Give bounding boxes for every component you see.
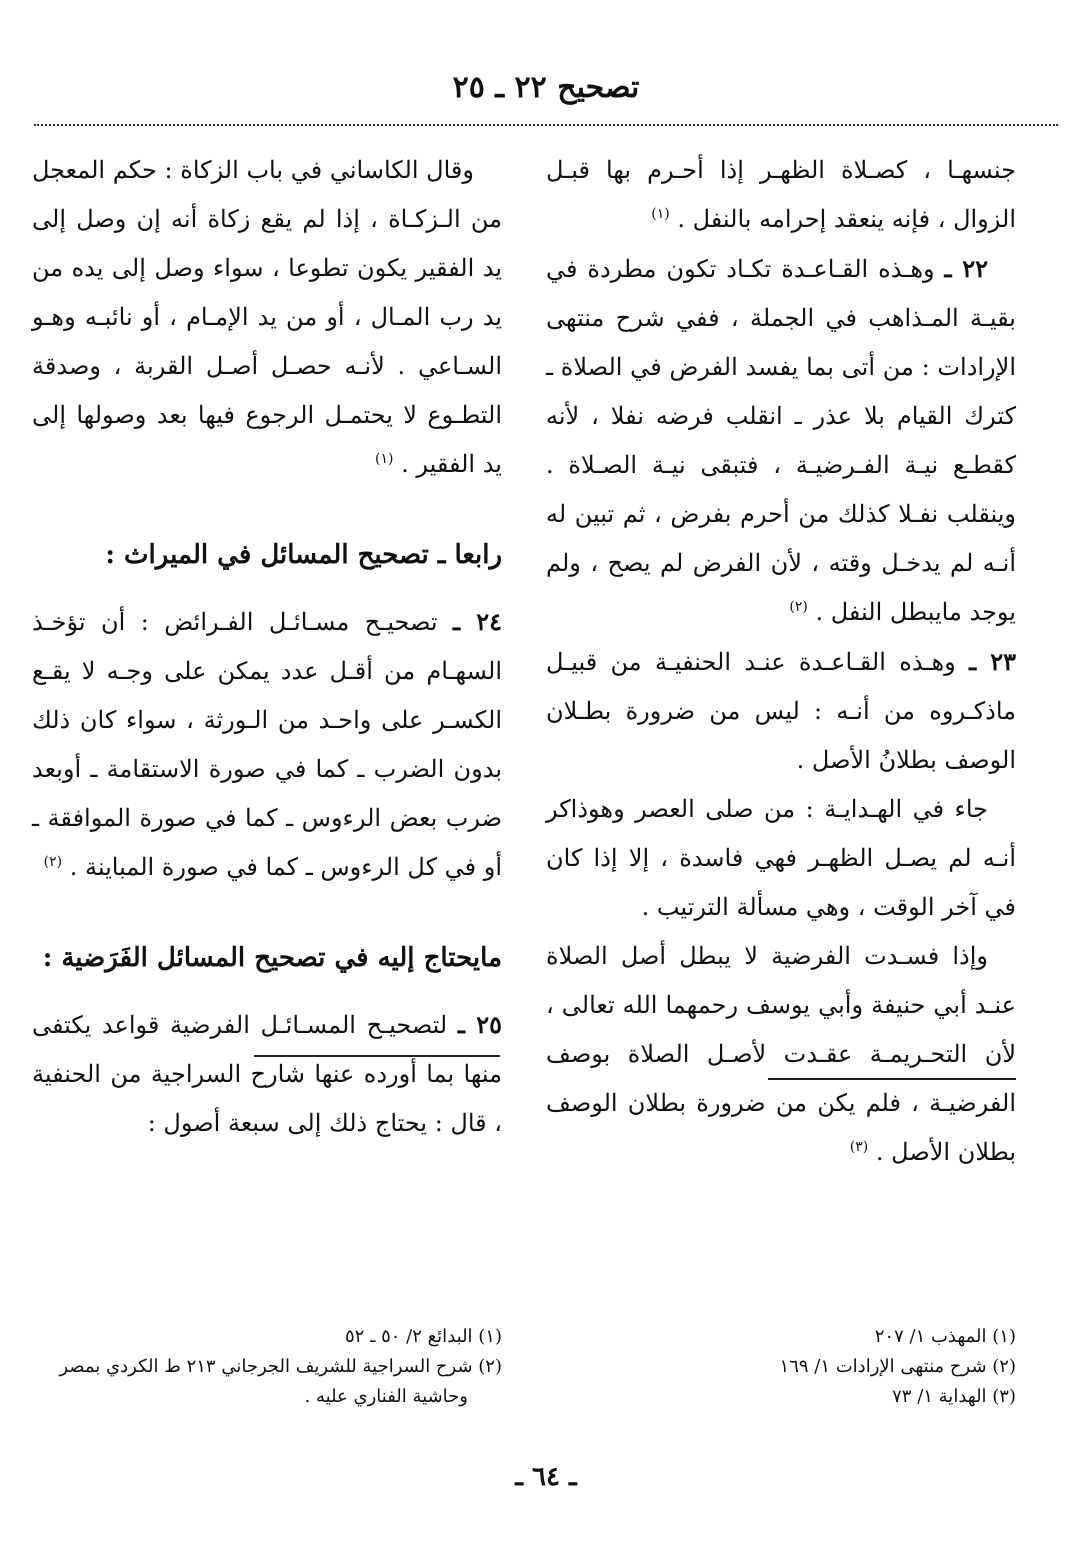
paragraph-text: تصحيـح مسـائـل الفـرائض : أن تؤخـذ السهـام من أقـل عدد يمكن على وجـه لا يقـع الكسـر على واحـد من الـورثة ، سواء كان ذلك بدون الضرب ـ كما في صورة الاستقامة ـ أوبعد ضرب بعض الرءوس ـ كما في صورة الموافقة ـ أو في كل الرءوس ـ كما في صورة المباينة . [32,608,502,881]
page-number: ـ ٦٤ ـ [515,1462,577,1492]
paragraph-23 [546,637,1016,785]
header-dotted-rule [34,124,1058,126]
footnote: (٢) شرح منتهى الإرادات ١/ ١٦٩ [779,1356,1016,1377]
footnotes-left [22,1322,502,1412]
paragraph-22 [546,244,1016,637]
running-head: تصحيح ٢٢ ـ ٢٥ [452,70,640,105]
paragraph-text: وإذا فسـدت الفرضية لا يبطل أصل الصلاة عنـد أبي حنيفة وأبي يوسف رحمهما الله تعالى ، لأن التحـريمـة عقـدت لأصـل الصلاة بوصف الفرضيـة ، فلم يكن من ضرورة بطلان الوصف بطلان الأصل . [546,942,1016,1166]
paragraph-text: لتصحيـح المسـائـل الفرضية قواعد يكتفى منها بما أورده عنها شارح السراجية من الحنفية ، قال : يحتاج ذلك إلى سبعة أصول : [32,1011,502,1137]
paragraph-number: ٢٤ ـ [453,607,502,636]
footnote-rule [768,1078,1016,1080]
paragraph-text: وهـذه القـاعـدة عنـد الحنفيـة من قبيـل ماذكـروه من أنـه : ليس من ضرورة بطـلان الوصف بطلانُ الأصل . [546,648,1016,774]
paragraph [546,785,1016,932]
footnote-rule [254,1055,500,1057]
paragraph [546,932,1016,1177]
paragraph-text: جنسهـا ، كصـلاة الظهـر إذا أحـرم بها قبـل الزوال ، فإنه ينعقد إحرامه بالنفل . [546,156,1016,233]
paragraph [32,146,502,489]
paragraph-number: ٢٢ ـ [944,254,988,283]
right-column [546,146,1016,1177]
footnote-ref: (٣) [849,1139,869,1155]
footnote-ref: (١) [651,206,670,222]
footnote: (١) البدائع ٢/ ٥٠ ـ ٥٢ [345,1326,502,1347]
footnotes-right [536,1322,1016,1412]
footnote-continuation: وحاشية الفناري عليه . [304,1386,468,1407]
footnote: (٣) الهداية ١/ ٧٣ [892,1386,1016,1407]
footnote: (٢) شرح السراجية للشريف الجرجاني ٢١٣ ط الكردي بمصر [59,1356,502,1377]
footnote: (١) المهذب ١/ ٢٠٧ [874,1326,1016,1347]
footnote-ref: (٢) [43,854,63,870]
paragraph [546,146,1016,244]
footnote-ref: (٢) [789,599,808,615]
paragraph-text: وهـذه القـاعـدة تكـاد تكون مطردة في بقيـة المـذاهب في الجملة ، ففي شرح منتهى الإرادات : من أتى بما يفسد الفرض في الصلاة ـ كترك القيام بلا عذر ـ انقلب فرضه نفلا ، لأنه كقطـع نيـة الفـرضيـة ، فتبقى نيـة الصـلاة . وينقلب نفـلا كذلك من أحرم بفرض ، ثم تبين له أنـه لم يدخـل وقته ، لأن الفرض لم يصح ، ولم يوجد مايبطل النفل . [546,255,1016,626]
section-heading: مايحتاج إليه في تصحيح المسائل الفَرَضية : [42,943,502,973]
paragraph-24 [32,597,502,892]
footnote-ref: (١) [374,451,394,467]
paragraph-text: وقال الكاساني في باب الزكاة : حكم المعجل من الـزكـاة ، إذا لم يقع زكاة أنه إن وصل إلى يد الفقير يكون تطوعا ، سواء وصل إلى يده من يد رب المـال ، أو من يد الإمـام ، أو نائبـه وهـو السـاعي . لأنـه حصـل أصـل القربة ، وصدقة التطـوع لا يحتمـل الرجوع فيها بعد وصولها إلى يد الفقير . [32,156,502,478]
section-heading: رابعا ـ تصحيح المسائل في الميراث : [105,540,502,570]
paragraph-number: ٢٣ ـ [969,647,1017,676]
paragraph-number: ٢٥ ـ [457,1010,502,1039]
left-column [32,146,502,1148]
paragraph-25 [32,1000,502,1148]
paragraph-text: جاء في الهـدايـة : من صلى العصر وهوذاكر أنـه لم يصـل الظهـر فهي فاسدة ، إلا إذا كان في آخر الوقت ، وهي مسألة الترتيب . [546,795,1016,921]
